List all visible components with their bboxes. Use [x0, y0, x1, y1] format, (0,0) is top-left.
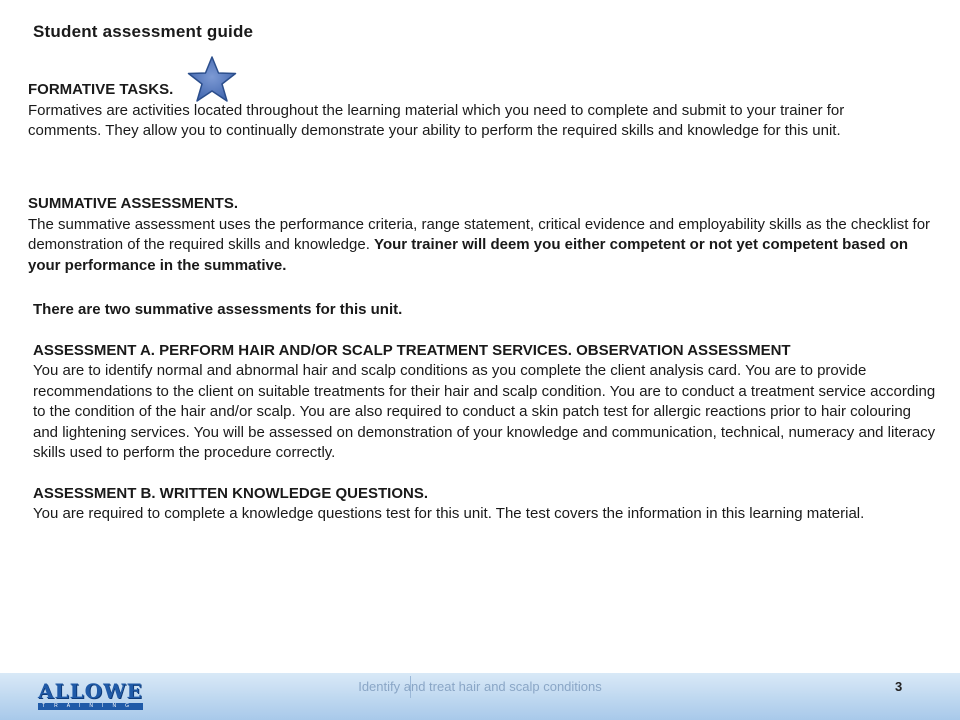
assessment-b-heading: ASSESSMENT B. WRITTEN KNOWLEDGE QUESTIONS.	[33, 484, 429, 502]
page-number: 3	[895, 679, 903, 694]
summative-body-text: The summative assessment uses the performance criteria, range statement, critical evidence and employability skills as the checklist for demonstration of the required skills and knowledge.	[28, 215, 931, 253]
summative-section	[28, 194, 933, 276]
formative-section	[28, 80, 918, 142]
assessments-intro: There are two summative assessments for this unit.	[33, 301, 403, 318]
logo-subtitle	[38, 703, 143, 710]
footer-text: Identify and treat hair and scalp conditions	[358, 679, 602, 694]
logo-letter: G	[125, 703, 129, 709]
logo-letter: A	[66, 703, 71, 709]
assessment-a-heading: ASSESSMENT A. PERFORM HAIR AND/OR SCALP TREATMENT SERVICES. OBSERVATION ASSESSMENT	[33, 341, 791, 359]
logo-letter: N	[112, 703, 117, 709]
summative-heading: SUMMATIVE ASSESSMENTS.	[28, 195, 239, 212]
logo-letter: R	[54, 703, 58, 709]
logo-letter: N	[89, 703, 94, 709]
formative-body: Formatives are activities located throughout the learning material which you need to complete and submit to your trainer for comments. They allow you to continually demonstrate your ability to perform the required skills and knowledge for this unit.	[28, 101, 845, 139]
formative-heading: FORMATIVE TASKS.	[28, 81, 174, 98]
assessment-a-body: You are to identify normal and abnormal hair and scalp conditions as you complete the client analysis card. You are to provide recommendations to the client on suitable treatments for their hair and scalp condition. You are to conduct a treatment service according to the condition of the hair and/or scalp. You are also required to conduct a skin patch test for allergic reactions prior to hair colouring and lightening services. You will be assessed on demonstration of your knowledge and communication, technical, numeracy and literacy skills used to perform the procedure correctly.	[33, 362, 936, 461]
page-title: Student assessment guide	[33, 22, 254, 41]
assessment-b-body: You are required to complete a knowledge questions test for this unit. The test covers the information in this learning material.	[33, 505, 865, 522]
logo-letter: I	[79, 703, 81, 709]
section-gap	[33, 464, 938, 484]
logo-letter: I	[102, 703, 104, 709]
logo-word: ALLOWE	[38, 679, 143, 703]
summative-body	[28, 215, 933, 277]
logo-letter: T	[42, 703, 46, 709]
assessments-section	[33, 300, 938, 525]
summative-body-bold: Your trainer will deem you either competent or not yet competent based on your performance in the summative.	[28, 236, 909, 274]
